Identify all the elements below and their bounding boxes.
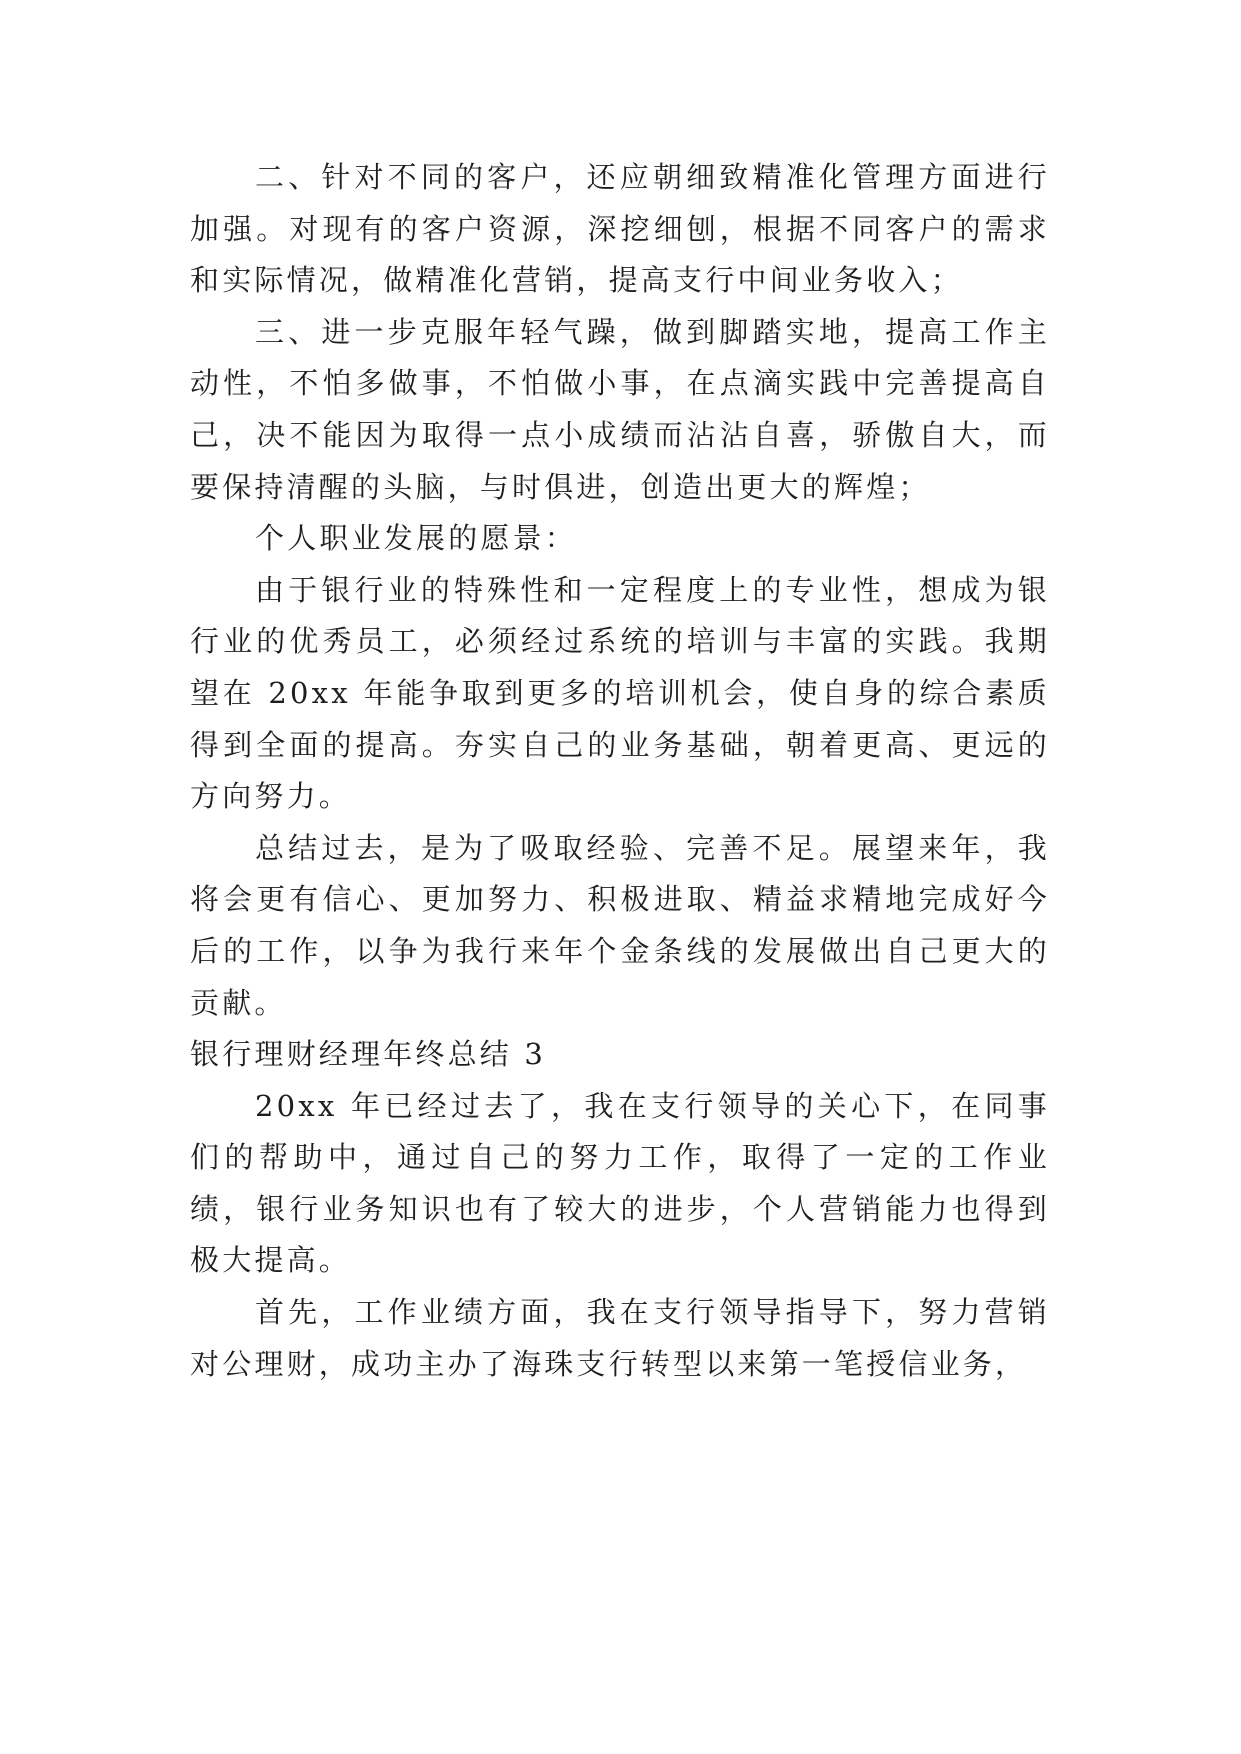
paragraph-career-vision-title: 个人职业发展的愿景： (255, 521, 578, 556)
paragraph-year-review: 20xx 年已经过去了，我在支行领导的关心下，在同事们的帮助中，通过自己的努力工作，取得了一定的工作业绩，银行业务知识也有了较大的进步，个人营销能力也得到极大提高。 (190, 1088, 1050, 1278)
document-body (190, 152, 1050, 1390)
paragraph-work-performance: 首先，工作业绩方面，我在支行领导指导下，努力营销对公理财，成功主办了海珠支行转型以来第一笔授信业务， (190, 1295, 1050, 1381)
paragraph-self-improvement: 三、进一步克服年轻气躁，做到脚踏实地，提高工作主动性，不怕多做事，不怕做小事，在点滴实践中完善提高自己，决不能因为取得一点小成绩而沾沾自喜，骄傲自大，而要保持清醒的头脑，与时俱进，创造出更大的辉煌； (190, 314, 1050, 504)
paragraph-career-vision: 由于银行业的特殊性和一定程度上的专业性，想成为银行业的优秀员工，必须经过系统的培训与丰富的实践。我期望在 20xx 年能争取到更多的培训机会，使自身的综合素质得到全面的提高。夯实自己的业务基础，朝着更高、更远的方向努力。 (190, 572, 1050, 814)
section-heading: 银行理财经理年终总结 3 (190, 1037, 547, 1072)
paragraph-customer-management: 二、针对不同的客户，还应朝细致精准化管理方面进行加强。对现有的客户资源，深挖细刨，根据不同客户的需求和实际情况，做精准化营销，提高支行中间业务收入； (190, 160, 1050, 298)
paragraph-summary: 总结过去，是为了吸取经验、完善不足。展望来年，我将会更有信心、更加努力、积极进取、精益求精地完成好今后的工作，以争为我行来年个金条线的发展做出自己更大的贡献。 (190, 830, 1050, 1020)
